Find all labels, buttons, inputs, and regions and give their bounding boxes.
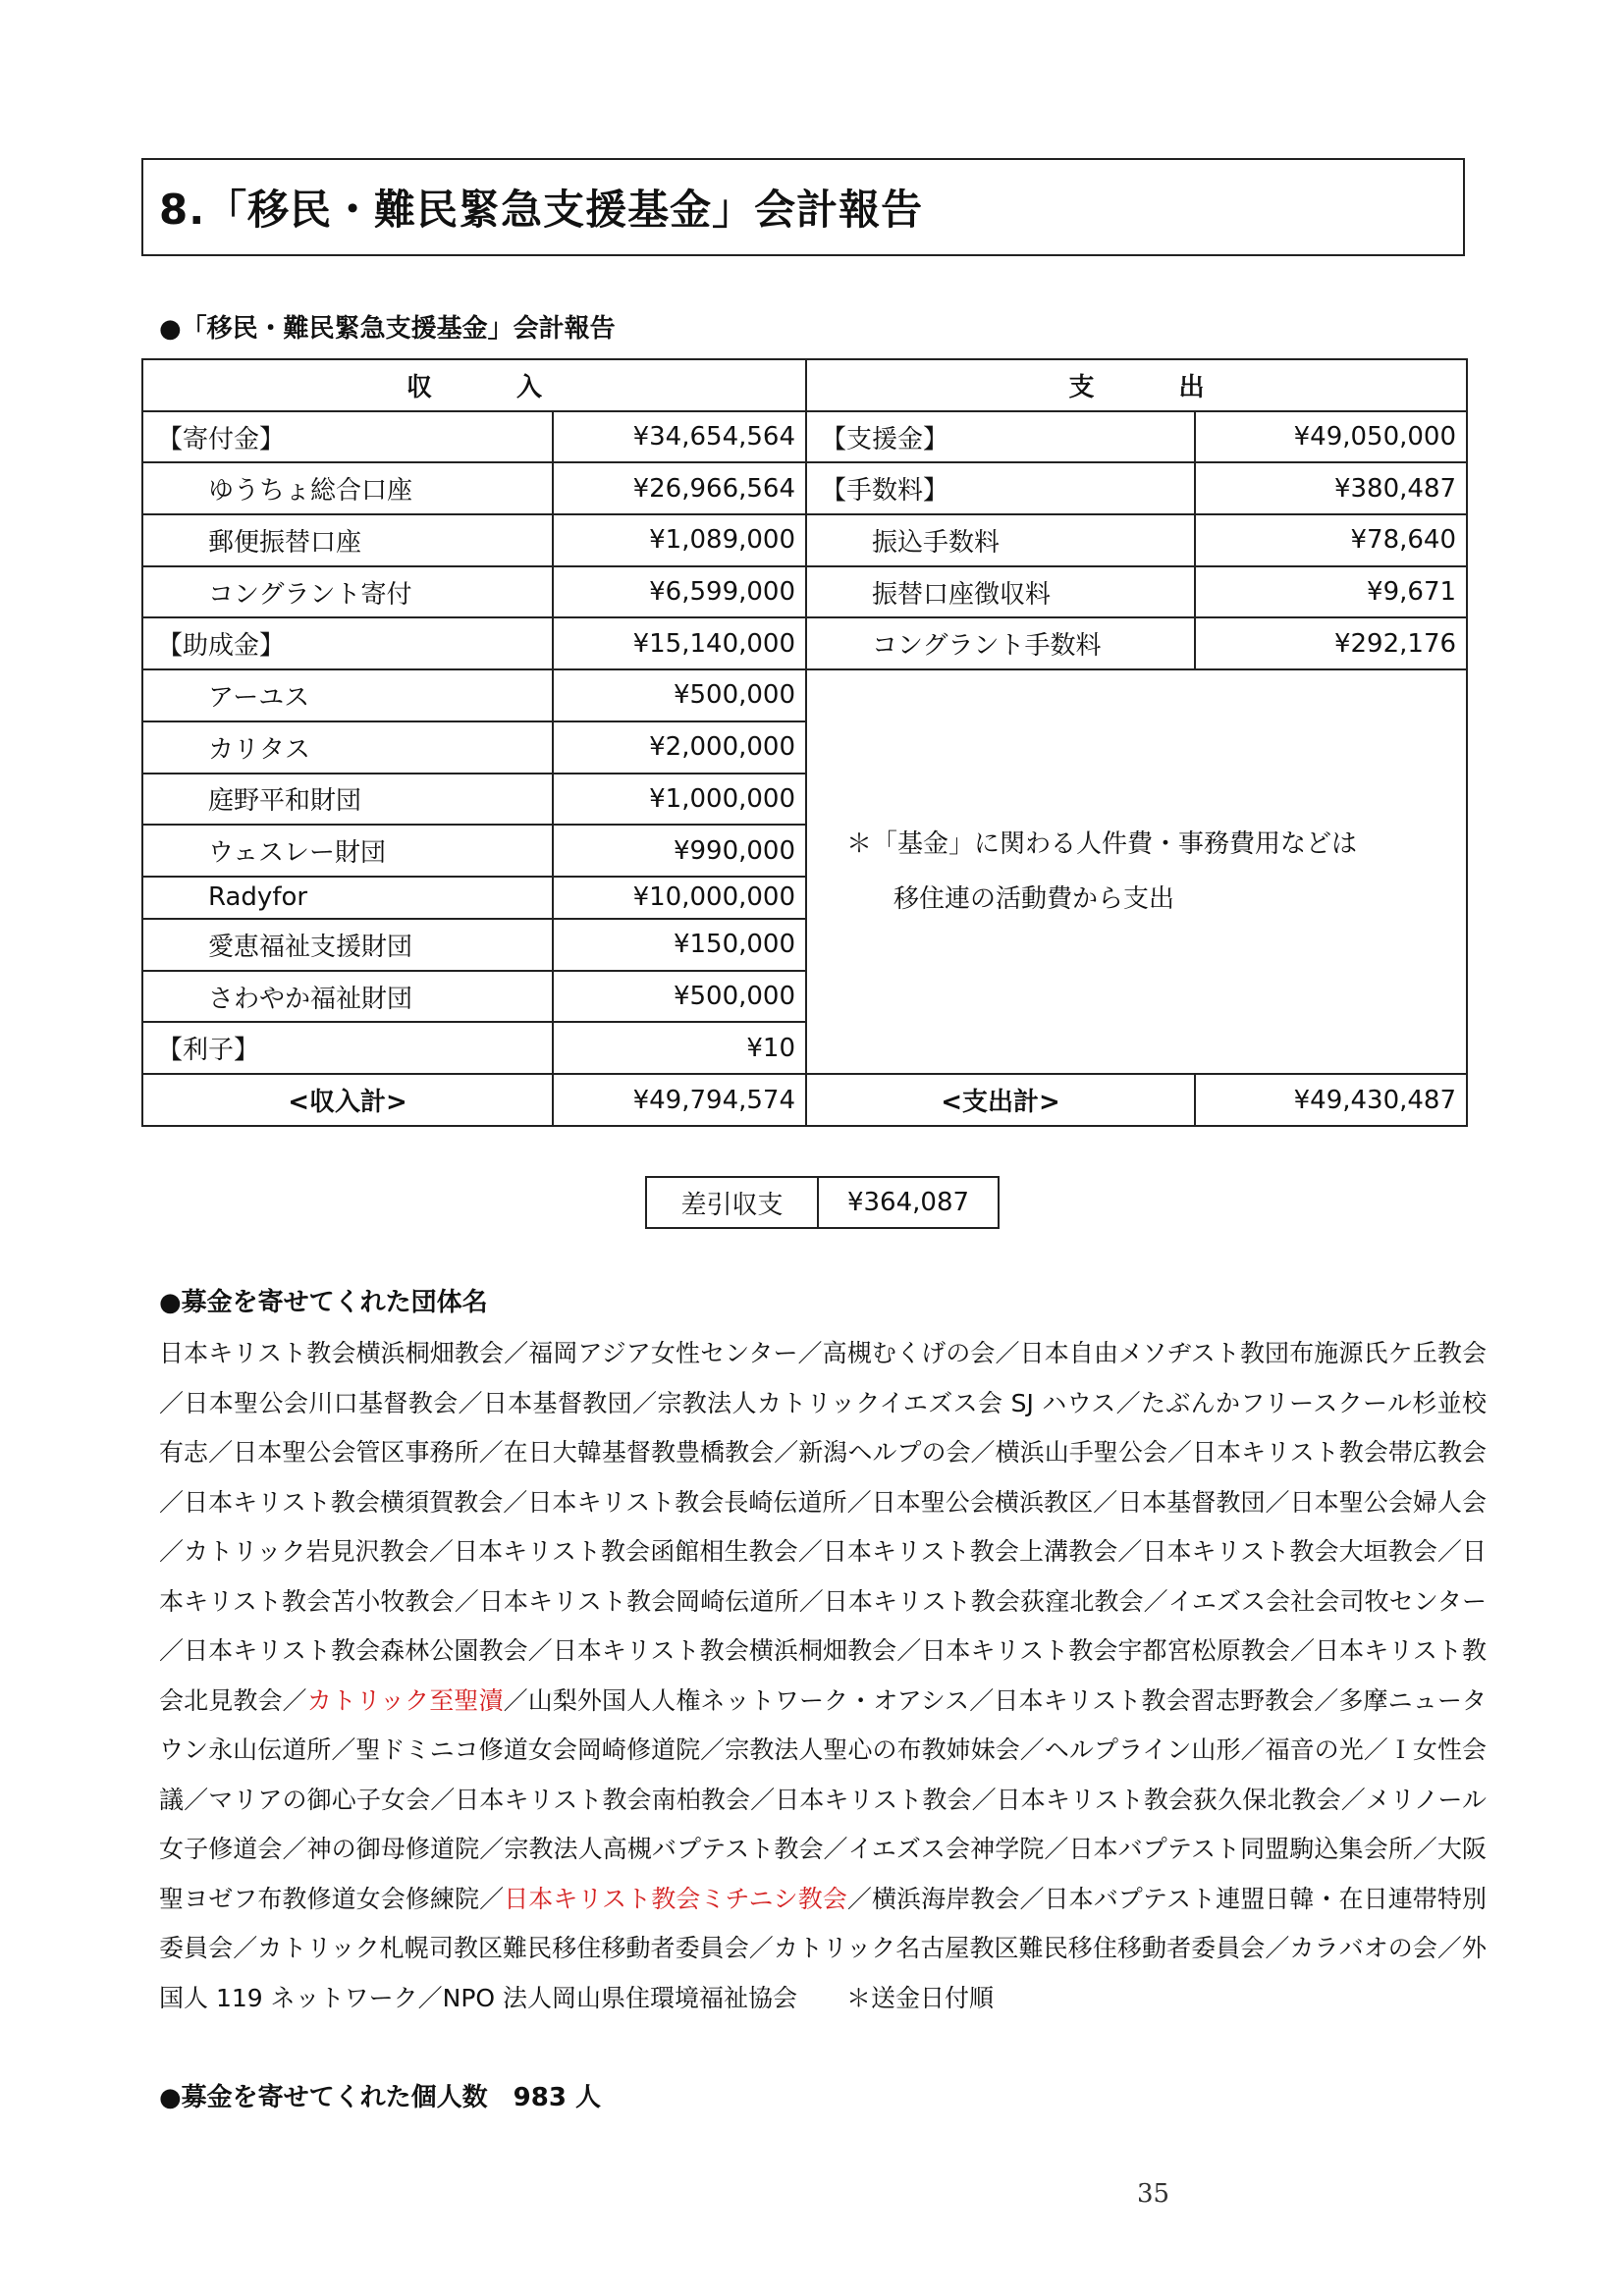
- income-amount: ¥1,089,000: [553, 514, 806, 566]
- income-amount: ¥10: [553, 1022, 806, 1074]
- income-label: カリタス: [142, 721, 553, 774]
- table-row: [142, 669, 1467, 721]
- expense-amount: ¥49,050,000: [1195, 411, 1467, 463]
- income-label: さわやか福祉財団: [142, 971, 553, 1023]
- expense-amount: ¥9,671: [1195, 566, 1467, 618]
- section-heading-individual-count: ●募金を寄せてくれた個人数 983 人: [159, 2083, 602, 2112]
- income-amount: ¥10,000,000: [553, 877, 806, 919]
- expense-total-label: <支出計>: [806, 1074, 1195, 1126]
- donor-list-part3: ／横浜海岸教会／日本バプテスト連盟日韓・在日連帯特別委員会／カトリック札幌司教区難民移住移動者委員会／カトリック名古屋教区難民移住移動者委員会／カラバオの会／外国人 119 ネットワーク／NPO 法人岡山県住環境福祉協会: [159, 1884, 1487, 2012]
- expense-header: 支 出: [806, 359, 1467, 411]
- table-row: [142, 617, 1467, 669]
- income-header: 収 入: [142, 359, 806, 411]
- donor-list-part2: ／山梨外国人人権ネットワーク・オアシス／日本キリスト教会習志野教会／多摩ニュータウン永山伝道所／聖ドミニコ修道女会岡崎修道院／宗教法人聖心の布教姉妹会／ヘルプライン山形／福音の光／Ｉ女性会議／マリアの御心子女会／日本キリスト教会南柏教会／日本キリスト教会／日本キリスト教会荻久保北教会／メリノール女子修道会／神の御母修道院／宗教法人高槻バプテスト教会／イエズス会神学院／日本バプテスト同盟駒込集会所／大阪聖ヨゼフ布教修道女会修練院／: [159, 1685, 1487, 1913]
- income-amount: ¥1,000,000: [553, 774, 806, 826]
- income-amount: ¥2,000,000: [553, 721, 806, 774]
- expense-amount: ¥292,176: [1195, 617, 1467, 669]
- accounting-table: [141, 358, 1468, 1127]
- income-amount: ¥34,654,564: [553, 411, 806, 463]
- table-header-row: [142, 359, 1467, 411]
- income-label: ウェスレー財団: [142, 825, 553, 877]
- income-label: Radyfor: [142, 877, 553, 919]
- expense-label: 振込手数料: [806, 514, 1195, 566]
- donor-list: [159, 1329, 1487, 2023]
- income-label: 愛恵福祉支援財団: [142, 919, 553, 971]
- expense-note-line1: ＊「基金」に関わる人件費・事務費用などは: [846, 829, 1358, 860]
- income-label: 【利子】: [142, 1022, 553, 1074]
- expense-label: コングラント手数料: [806, 617, 1195, 669]
- income-label: コングラント寄付: [142, 566, 553, 618]
- page-title: 8.「移民・難民緊急支援基金」会計報告: [141, 158, 1465, 256]
- income-amount: ¥6,599,000: [553, 566, 806, 618]
- donor-highlight-2: 日本キリスト教会ミチニシ教会: [504, 1884, 847, 1913]
- income-total-label: <収入計>: [142, 1074, 553, 1126]
- table-row: [142, 462, 1467, 514]
- income-label: アーユス: [142, 669, 553, 721]
- donor-list-note: ＊送金日付順: [846, 1983, 995, 2012]
- income-label: 庭野平和財団: [142, 774, 553, 826]
- balance-value: ¥364,087: [818, 1177, 999, 1228]
- income-label: 【助成金】: [142, 617, 553, 669]
- expense-label: 【手数料】: [806, 462, 1195, 514]
- section-heading-donor-groups: ●募金を寄せてくれた団体名: [159, 1288, 488, 1317]
- expense-note-line2: 移住連の活動費から支出: [893, 884, 1175, 915]
- income-label: 郵便振替口座: [142, 514, 553, 566]
- table-row: [142, 411, 1467, 463]
- income-label: 【寄付金】: [142, 411, 553, 463]
- income-amount: ¥26,966,564: [553, 462, 806, 514]
- expense-note: [806, 669, 1467, 1074]
- donor-highlight-1: カトリック至聖瀆: [306, 1685, 504, 1715]
- income-amount: ¥500,000: [553, 669, 806, 721]
- balance-label: 差引収支: [646, 1177, 818, 1228]
- income-amount: ¥15,140,000: [553, 617, 806, 669]
- expense-total: ¥49,430,487: [1195, 1074, 1467, 1126]
- income-amount: ¥150,000: [553, 919, 806, 971]
- income-amount: ¥990,000: [553, 825, 806, 877]
- expense-label: 振替口座徴収料: [806, 566, 1195, 618]
- income-total: ¥49,794,574: [553, 1074, 806, 1126]
- table-row: [142, 566, 1467, 618]
- income-label: ゆうちょ総合口座: [142, 462, 553, 514]
- expense-amount: ¥78,640: [1195, 514, 1467, 566]
- donor-list-part1: 日本キリスト教会横浜桐畑教会／福岡アジア女性センター／高槻むくげの会／日本自由メソヂスト教団布施源氏ケ丘教会／日本聖公会川口基督教会／日本基督教団／宗教法人カトリックイエズス会 SJ ハウス／たぶんかフリースクール杉並校有志／日本聖公会管区事務所／在日大韓基督教豊橋教会／新潟ヘルプの会／横浜山手聖公会／日本キリスト教会帯広教会／日本キリスト教会横須賀教会／日本キリスト教会長崎伝道所／日本聖公会横浜教区／日本基督教団／日本聖公会婦人会／カトリック岩見沢教会／日本キリスト教会函館相生教会／日本キリスト教会上溝教会／日本キリスト教会大垣教会／日本キリスト教会苫小牧教会／日本キリスト教会岡崎伝道所／日本キリスト教会荻窪北教会／イエズス会社会司牧センター／日本キリスト教会森林公園教会／日本キリスト教会横浜桐畑教会／日本キリスト教会宇都宮松原教会／日本キリスト教会北見教会／: [159, 1339, 1487, 1715]
- table-row: [142, 514, 1467, 566]
- expense-label: 【支援金】: [806, 411, 1195, 463]
- table-total-row: [142, 1074, 1467, 1126]
- expense-amount: ¥380,487: [1195, 462, 1467, 514]
- section-heading-accounting: ●「移民・難民緊急支援基金」会計報告: [159, 314, 616, 344]
- income-amount: ¥500,000: [553, 971, 806, 1023]
- balance-box: [645, 1176, 1000, 1229]
- page-number: 35: [1137, 2179, 1170, 2209]
